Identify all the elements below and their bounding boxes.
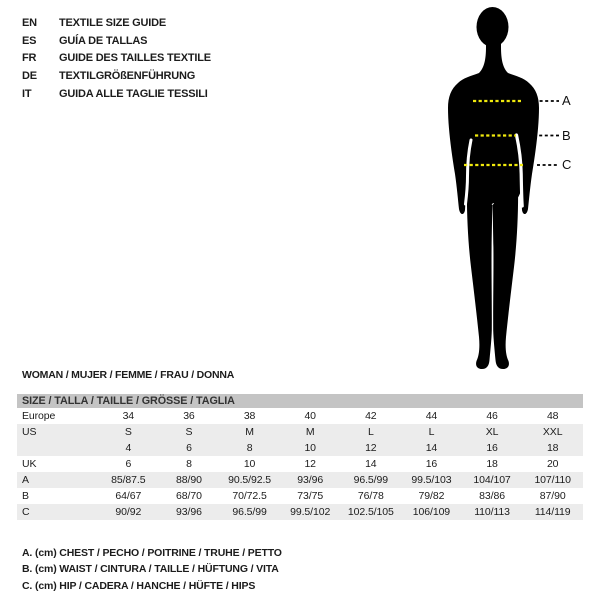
language-title: GUIDA ALLE TAGLIE TESSILI	[59, 87, 208, 100]
language-code: IT	[22, 87, 32, 100]
size-value: 20	[546, 458, 559, 470]
size-value: 70/72.5	[232, 490, 267, 502]
size-value: 48	[546, 410, 559, 422]
size-value: L	[428, 426, 435, 438]
legend-line: C. (cm) HIP / CADERA / HANCHE / HÜFTE / HIPS	[22, 579, 256, 592]
section-title: WOMAN / MUJER / FEMME / FRAU / DONNA	[22, 369, 235, 381]
legend-line: B. (cm) WAIST / CINTURA / TAILLE / HÜFTUNG / VITA	[22, 563, 279, 576]
size-value: 16	[425, 458, 438, 470]
row-label: B	[22, 490, 29, 502]
size-value: 40	[304, 410, 316, 422]
size-value: 93/96	[176, 506, 202, 518]
size-value: XXL	[542, 426, 563, 438]
size-value: 46	[486, 410, 498, 422]
size-value: 44	[425, 410, 438, 422]
language-row	[22, 49, 211, 67]
row-label: C	[22, 506, 30, 518]
language-title: GUÍA DE TALLAS	[59, 34, 148, 47]
size-table	[17, 394, 583, 520]
language-code: DE	[22, 69, 37, 82]
size-table-header: SIZE / TALLA / TAILLE / GRÖSSE / TAGLIA	[17, 394, 583, 408]
size-value: 90/92	[115, 506, 142, 518]
size-value: 14	[365, 458, 377, 470]
size-value: 96.5/99	[353, 474, 388, 486]
measure-letter-b: B	[562, 127, 571, 143]
language-row	[22, 14, 211, 32]
size-value: 10	[243, 458, 256, 470]
size-value: XL	[485, 426, 499, 438]
size-value: 88/90	[176, 474, 202, 486]
size-value: 36	[183, 410, 195, 422]
size-value: S	[185, 426, 193, 438]
size-value: 104/107	[473, 474, 511, 486]
size-value: 16	[486, 442, 498, 454]
language-code: EN	[22, 16, 37, 29]
size-value: 73/75	[297, 490, 324, 502]
language-code: ES	[22, 34, 37, 47]
woman-silhouette-svg	[425, 2, 575, 374]
measure-letter-a: A	[562, 93, 571, 108]
size-value: 34	[122, 410, 135, 422]
language-row	[22, 32, 211, 50]
table-row	[17, 488, 583, 504]
size-value: 4	[125, 442, 132, 454]
table-row	[17, 408, 583, 424]
size-value: 76/78	[357, 490, 384, 502]
size-value: 64/67	[115, 490, 142, 502]
table-row	[17, 440, 583, 456]
size-value: 83/86	[479, 490, 505, 502]
size-value: 102.5/105	[347, 506, 394, 518]
body-measurement-figure	[425, 2, 600, 376]
size-value: 85/87.5	[111, 474, 146, 486]
table-row	[17, 424, 583, 440]
size-value: 8	[186, 458, 192, 470]
measure-letter-c: C	[562, 157, 572, 172]
size-value: 87/90	[539, 490, 566, 502]
size-value: 90.5/92.5	[228, 474, 271, 486]
size-value: 96.5/99	[232, 506, 267, 518]
row-label: UK	[22, 458, 37, 470]
size-table-body	[17, 408, 583, 520]
size-value: M	[305, 426, 315, 438]
language-title: TEXTILE SIZE GUIDE	[59, 16, 167, 29]
size-value: L	[367, 426, 374, 438]
table-row	[17, 504, 583, 520]
language-row	[22, 67, 211, 85]
legend-line: A. (cm) CHEST / PECHO / POITRINE / TRUHE / PETTO	[22, 547, 282, 559]
size-value: 99.5/102	[290, 506, 331, 518]
size-value: 18	[486, 458, 498, 470]
size-value: 38	[243, 410, 256, 422]
size-value: 114/119	[534, 506, 571, 518]
size-value: 106/109	[412, 506, 451, 518]
size-value: 110/113	[474, 506, 510, 518]
size-value: 12	[365, 442, 377, 454]
size-value: 42	[365, 410, 377, 422]
language-code: FR	[22, 52, 37, 65]
language-title: TEXTILGRÖßENFÜHRUNG	[59, 69, 196, 82]
language-list	[22, 14, 211, 102]
size-value: 93/96	[297, 474, 324, 486]
size-value: 99.5/103	[411, 474, 452, 486]
size-value: 68/70	[176, 490, 202, 502]
size-value: S	[124, 426, 132, 438]
size-value: M	[245, 426, 254, 438]
language-row	[22, 85, 211, 103]
size-value: 6	[125, 458, 132, 470]
measurement-legend	[22, 545, 282, 594]
row-label: US	[22, 426, 37, 438]
row-label: Europe	[22, 410, 56, 422]
size-value: 79/82	[418, 490, 445, 502]
size-value: 6	[186, 442, 192, 454]
size-value: 14	[425, 442, 438, 454]
row-label	[17, 440, 98, 456]
size-value: 10	[304, 442, 316, 454]
table-row	[17, 456, 583, 472]
size-value: 12	[304, 458, 316, 470]
size-value: 18	[546, 442, 559, 454]
language-title: GUIDE DES TAILLES TEXTILE	[59, 52, 211, 65]
size-value: 8	[246, 442, 253, 454]
row-label: A	[22, 474, 29, 486]
table-row	[17, 472, 583, 488]
size-value: 107/110	[534, 474, 571, 486]
woman-silhouette	[448, 7, 539, 369]
